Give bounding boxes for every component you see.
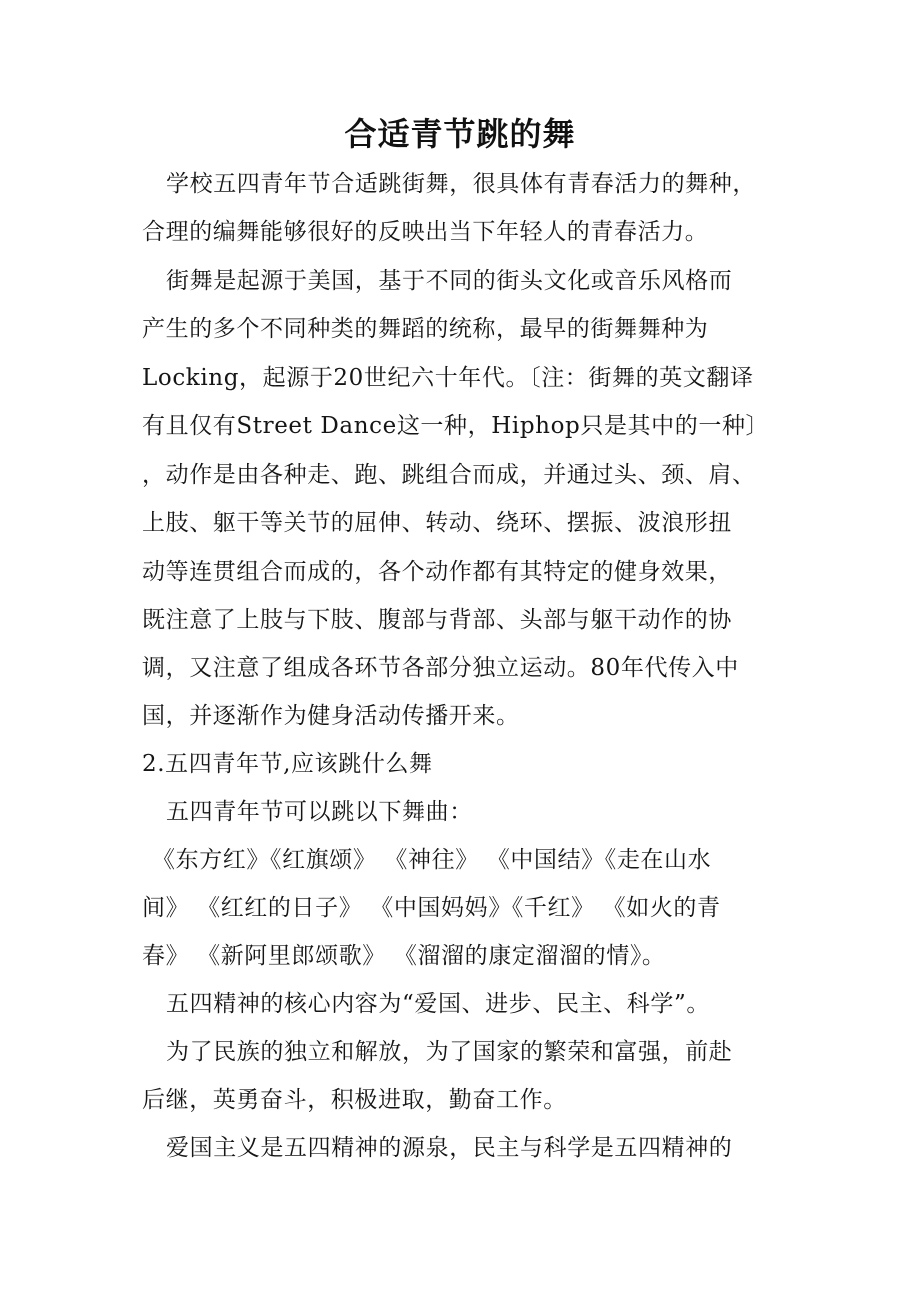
paragraph-line: 国，并逐渐作为健身活动传播开来。 (142, 703, 520, 729)
paragraph-line: 合理的编舞能够很好的反映出当下年轻人的青春活力。 (142, 219, 709, 245)
paragraph-line: 动等连贯组合而成的，各个动作都有其特定的健身效果， (142, 559, 732, 585)
song-list-line: 间》 《红红的日子》 《中国妈妈》《千红》 《如火的青 (142, 895, 721, 921)
paragraph-line: Locking，起源于20世纪六十年代。〔注：街舞的英文翻译 (142, 365, 754, 391)
song-list-line: 《东方红》《红旗颂》 《神往》 《中国结》《走在山水 (152, 847, 712, 873)
section-heading: 2.五四青年节,应该跳什么舞 (142, 751, 433, 777)
document-title: 合适青节跳的舞 (344, 115, 576, 153)
paragraph-line: 调，又注意了组成各环节各部分独立运动。80年代传入中 (142, 655, 739, 681)
paragraph-line: 后继，英勇奋斗，积极进取，勤奋工作。 (142, 1087, 567, 1113)
paragraph-line: ，动作是由各种走、跑、跳组合而成，并通过头、颈、肩、 (142, 462, 756, 488)
paragraph-line: 学校五四青年节合适跳街舞，很具体有青春活力的舞种， (166, 171, 756, 197)
paragraph-line: 爱国主义是五四精神的源泉，民主与科学是五四精神的 (166, 1135, 733, 1161)
song-list-line: 春》 《新阿里郎颂歌》 《溜溜的康定溜溜的情》。 (142, 943, 666, 969)
paragraph-line: 街舞是起源于美国，基于不同的街头文化或音乐风格而 (166, 268, 733, 294)
paragraph-line: 有且仅有Street Dance这一种，Hiphop只是其中的一种〕 (142, 413, 770, 439)
paragraph-line: 五四精神的核心内容为“爱国、进步、民主、科学”。 (166, 991, 710, 1017)
paragraph-line: 为了民族的独立和解放，为了国家的繁荣和富强，前赴 (166, 1039, 733, 1065)
paragraph-line: 既注意了上肢与下肢、腹部与背部、头部与躯干动作的协 (142, 607, 732, 633)
paragraph-line: 五四青年节可以跳以下舞曲： (166, 799, 473, 825)
paragraph-line: 产生的多个不同种类的舞蹈的统称，最早的街舞舞种为 (142, 316, 709, 342)
paragraph-line: 上肢、躯干等关节的屈伸、转动、绕环、摆振、波浪形扭 (142, 510, 732, 536)
